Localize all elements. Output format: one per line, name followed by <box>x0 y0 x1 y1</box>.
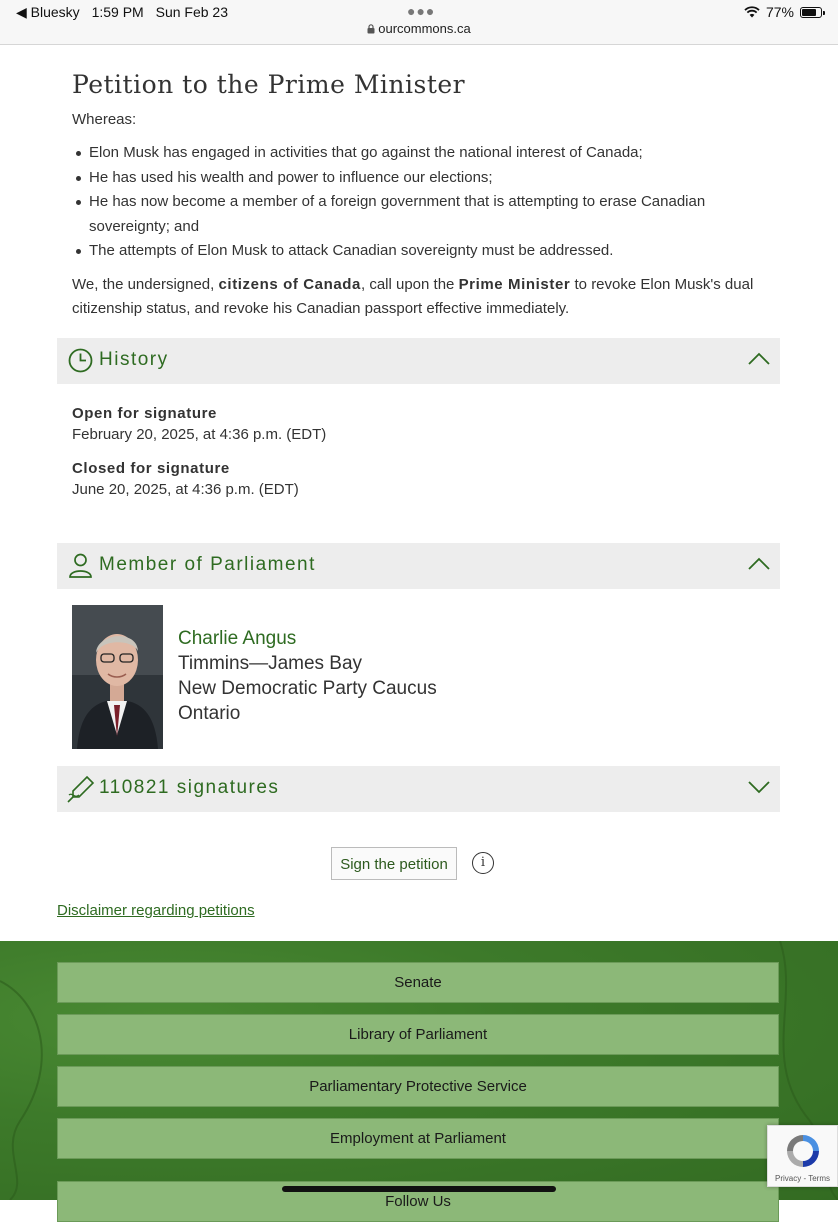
recaptcha-logo-icon <box>783 1131 823 1171</box>
list-item: The attempts of Elon Musk to attack Canadian sovereignty must be addressed. <box>72 239 762 264</box>
browser-status-bar <box>0 0 838 45</box>
recaptcha-privacy-terms[interactable]: Privacy - Terms <box>775 1174 830 1183</box>
prayer-emphasis: Prime Minister <box>458 276 571 293</box>
mp-caucus: New Democratic Party Caucus <box>178 678 437 699</box>
chevron-down-icon[interactable] <box>748 779 770 795</box>
open-for-signature-value: February 20, 2025, at 4:36 p.m. (EDT) <box>72 426 327 443</box>
mp-portrait-photo <box>72 605 163 749</box>
home-indicator[interactable] <box>282 1186 556 1192</box>
page-title: Petition to the Prime Minister <box>72 70 466 99</box>
whereas-label: Whereas: <box>72 111 137 128</box>
battery-percent: 77% <box>765 4 794 20</box>
battery-icon <box>800 7 822 18</box>
chevron-up-icon[interactable] <box>748 556 770 572</box>
closed-for-signature-value: June 20, 2025, at 4:36 p.m. (EDT) <box>72 481 299 498</box>
mp-riding: Timmins—James Bay <box>178 653 363 674</box>
clock-icon <box>68 348 93 373</box>
petition-bullets <box>72 141 762 264</box>
site-footer <box>0 941 838 1210</box>
status-right <box>744 4 822 20</box>
prayer-emphasis: citizens of Canada <box>218 276 361 293</box>
info-icon[interactable]: i <box>472 852 494 874</box>
footer-link-senate[interactable]: Senate <box>57 962 779 1003</box>
recaptcha-badge[interactable] <box>767 1125 838 1187</box>
lock-icon <box>367 24 375 34</box>
address-bar[interactable] <box>0 21 838 36</box>
footer-link-employment[interactable]: Employment at Parliament <box>57 1118 779 1159</box>
status-time: 1:59 PM <box>91 4 144 20</box>
status-left <box>16 4 236 21</box>
more-dots-icon[interactable]: ●●● <box>407 3 436 19</box>
prayer-text: to revoke Elon Musk's dual citizenship status, and revoke his Canadian passport effective immediately. <box>72 276 754 317</box>
sign-petition-button[interactable]: Sign the petition <box>331 847 457 880</box>
signatures-count-heading: 110821 signatures <box>99 777 280 798</box>
url-text: ourcommons.ca <box>378 21 471 36</box>
back-to-app-link[interactable]: ◀ Bluesky <box>16 4 80 20</box>
pen-signature-icon <box>67 775 95 803</box>
person-icon <box>68 553 93 579</box>
member-section-header[interactable] <box>57 543 780 589</box>
disclaimer-link[interactable]: Disclaimer regarding petitions <box>57 902 255 919</box>
footer-link-library[interactable]: Library of Parliament <box>57 1014 779 1055</box>
open-for-signature-label: Open for signature <box>72 405 217 422</box>
footer-link-follow-us[interactable]: Follow Us <box>57 1181 779 1222</box>
prayer-text: We, the undersigned, <box>72 276 219 293</box>
chevron-up-icon[interactable] <box>748 351 770 367</box>
signatures-section-header[interactable] <box>57 766 780 812</box>
footer-link-protective-service[interactable]: Parliamentary Protective Service <box>57 1066 779 1107</box>
member-heading: Member of Parliament <box>99 554 316 575</box>
mp-name-link[interactable]: Charlie Angus <box>178 628 297 649</box>
list-item: He has now become a member of a foreign government that is attempting to erase Canadian sovereignty; and <box>72 190 762 239</box>
closed-for-signature-label: Closed for signature <box>72 460 230 477</box>
mp-province: Ontario <box>178 703 241 724</box>
history-heading: History <box>99 349 169 370</box>
status-date: Sun Feb 23 <box>155 4 228 20</box>
petition-prayer <box>72 273 762 321</box>
list-item: He has used his wealth and power to influence our elections; <box>72 166 762 191</box>
history-section-header[interactable] <box>57 338 780 384</box>
wifi-icon <box>744 6 760 18</box>
prayer-text: , call upon the <box>360 276 459 293</box>
list-item: Elon Musk has engaged in activities that go against the national interest of Canada; <box>72 141 762 166</box>
